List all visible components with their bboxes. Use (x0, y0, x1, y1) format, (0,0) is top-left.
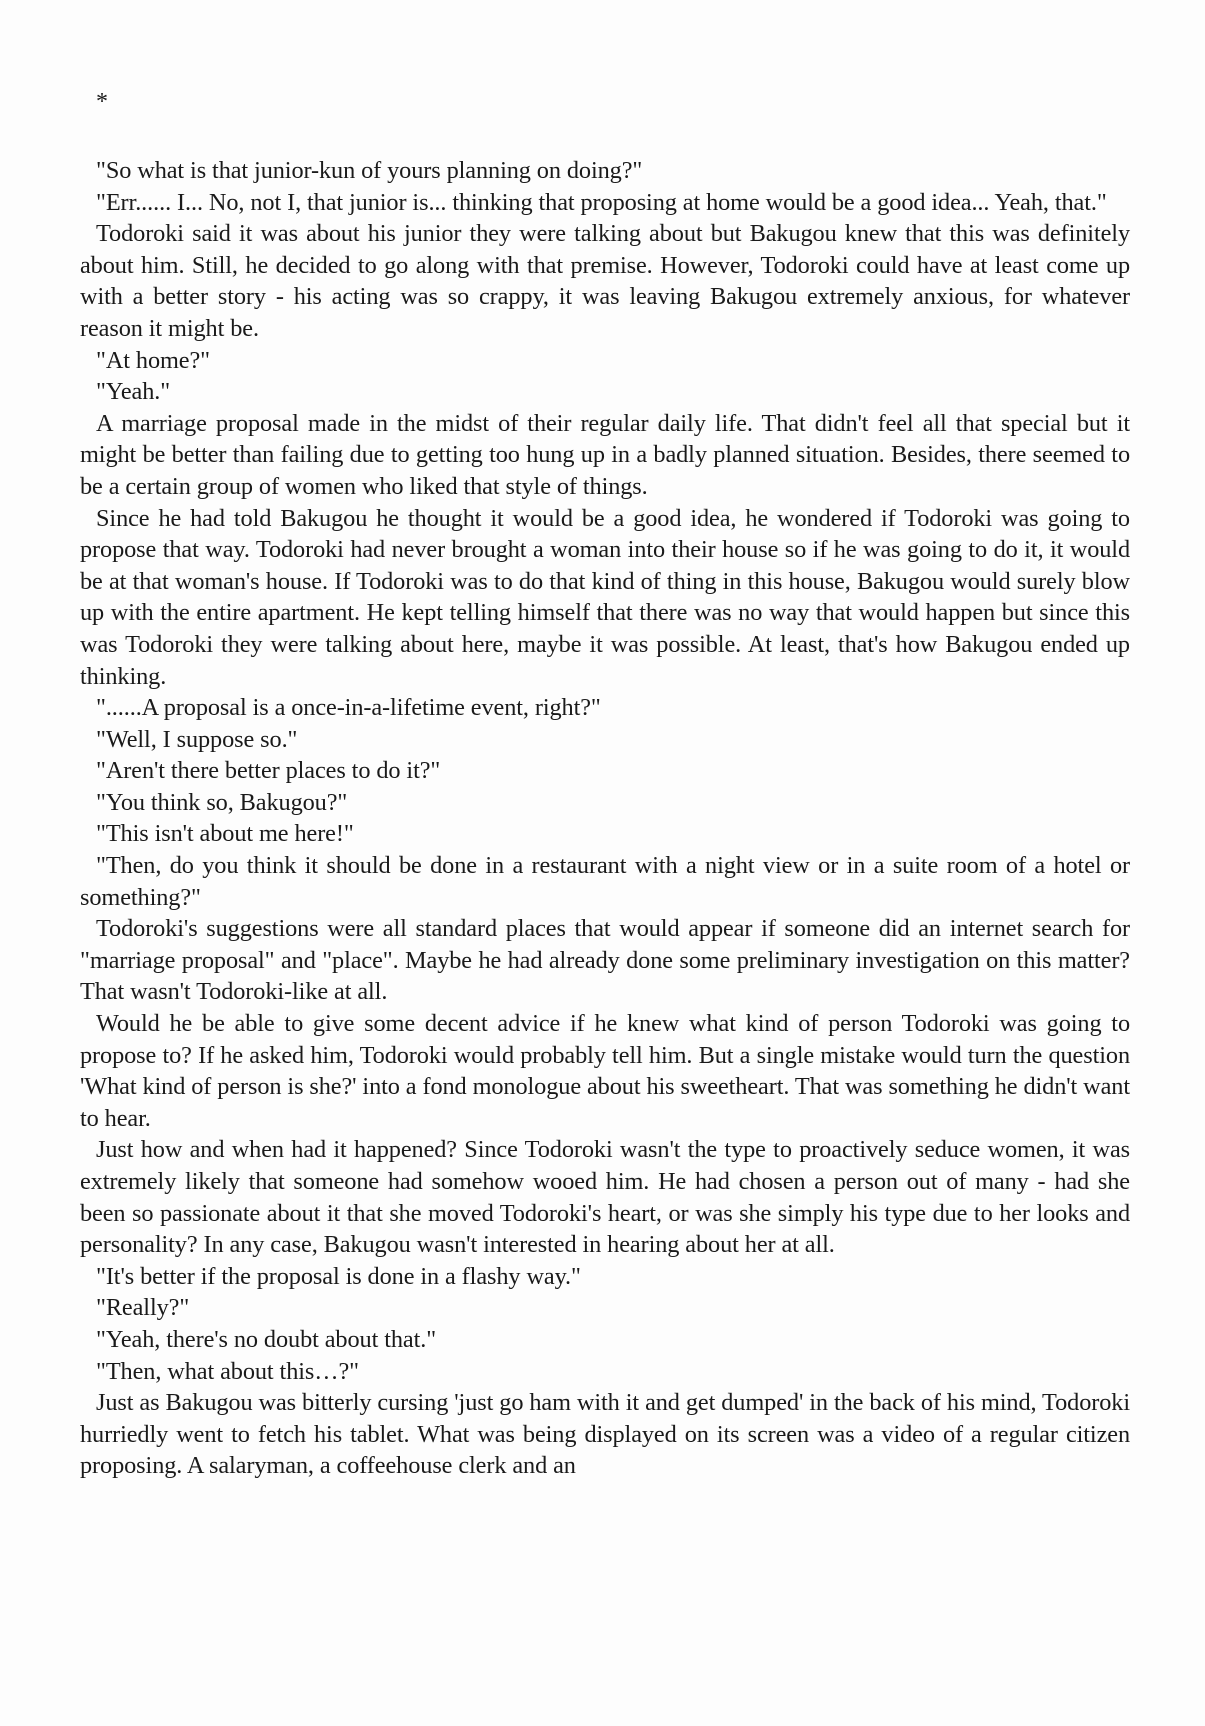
paragraph: Would he be able to give some decent advice if he knew what kind of person Todoroki was going to propose to? If he asked him, Todoroki would probably tell him. But a single mistake would turn the question 'What kind of person is she?' into a fond monologue about his sweetheart. That was something he didn't want to hear. (80, 1010, 1130, 1132)
paragraph: "Yeah, there's no doubt about that." (96, 1325, 437, 1353)
paragraph: Todoroki's suggestions were all standard places that would appear if someone did an internet search for "marriage proposal" and "place". Maybe he had already done some preliminary investigation on this matter? That wasn't Todoroki-like at all. (80, 915, 1130, 1006)
paragraph: Just as Bakugou was bitterly cursing 'just go ham with it and get dumped' in the back of his mind, Todoroki hurriedly went to fetch his tablet. What was being displayed on its screen was a video of a regular citizen proposing. A salaryman, a coffeehouse clerk and an (80, 1389, 1130, 1480)
paragraph: "This isn't about me here!" (96, 820, 354, 848)
paragraph: "Well, I suppose so." (96, 725, 298, 753)
paragraph: "Then, do you think it should be done in a restaurant with a night view or in a suite room of a hotel or something?" (80, 852, 1130, 911)
paragraph: "It's better if the proposal is done in a flashy way." (96, 1262, 581, 1290)
paragraph: "Yeah." (96, 378, 171, 406)
paragraph: "......A proposal is a once-in-a-lifetime event, right?" (96, 694, 601, 722)
paragraph: "Then, what about this…?" (96, 1357, 359, 1385)
paragraph: "Aren't there better places to do it?" (96, 757, 441, 785)
paragraph: A marriage proposal made in the midst of their regular daily life. That didn't feel all that special but it might be better than failing due to getting too hung up in a badly planned situation. Besides, there seemed to be a certain group of women who liked that style of things. (80, 409, 1130, 500)
paragraph: "Really?" (96, 1294, 190, 1322)
paragraph: "You think so, Bakugou?" (96, 788, 348, 816)
paragraph: Todoroki said it was about his junior they were talking about but Bakugou knew that this was definitely about him. Still, he decided to go along with that premise. However, Todoroki could have at least come up with a better story - his acting was so crappy, it was leaving Bakugou extremely anxious, for whatever reason it might be. (80, 220, 1130, 342)
paragraph: "Err...... I... No, not I, that junior is... thinking that proposing at home would be a good idea... Yeah, that." (96, 188, 1107, 216)
paragraph: "So what is that junior-kun of yours planning on doing?" (96, 157, 643, 184)
paragraph: Just how and when had it happened? Since Todoroki wasn't the type to proactively seduce women, it was extremely likely that someone had somehow wooed him. He had chosen a person out of many - had she been so passionate about it that she moved Todoroki's heart, or was she simply his type due to her looks and personality? In any case, Bakugou wasn't interested in hearing about her at all. (80, 1136, 1130, 1259)
scene-break-asterisk: * (96, 89, 108, 115)
paragraph: "At home?" (96, 346, 210, 374)
paragraph: Since he had told Bakugou he thought it would be a good idea, he wondered if Todoroki was going to propose that way. Todoroki had never brought a woman into their house so if he was going to do it, it would be at that woman's house. If Todoroki was to do that kind of thing in this house, Bakugou would surely blow up with the entire apartment. He kept telling himself that there was no way that would happen but since this was Todoroki they were talking about here, maybe it was possible. At least, that's how Bakugou ended up thinking. (80, 504, 1130, 690)
body-text (80, 155, 1130, 1482)
